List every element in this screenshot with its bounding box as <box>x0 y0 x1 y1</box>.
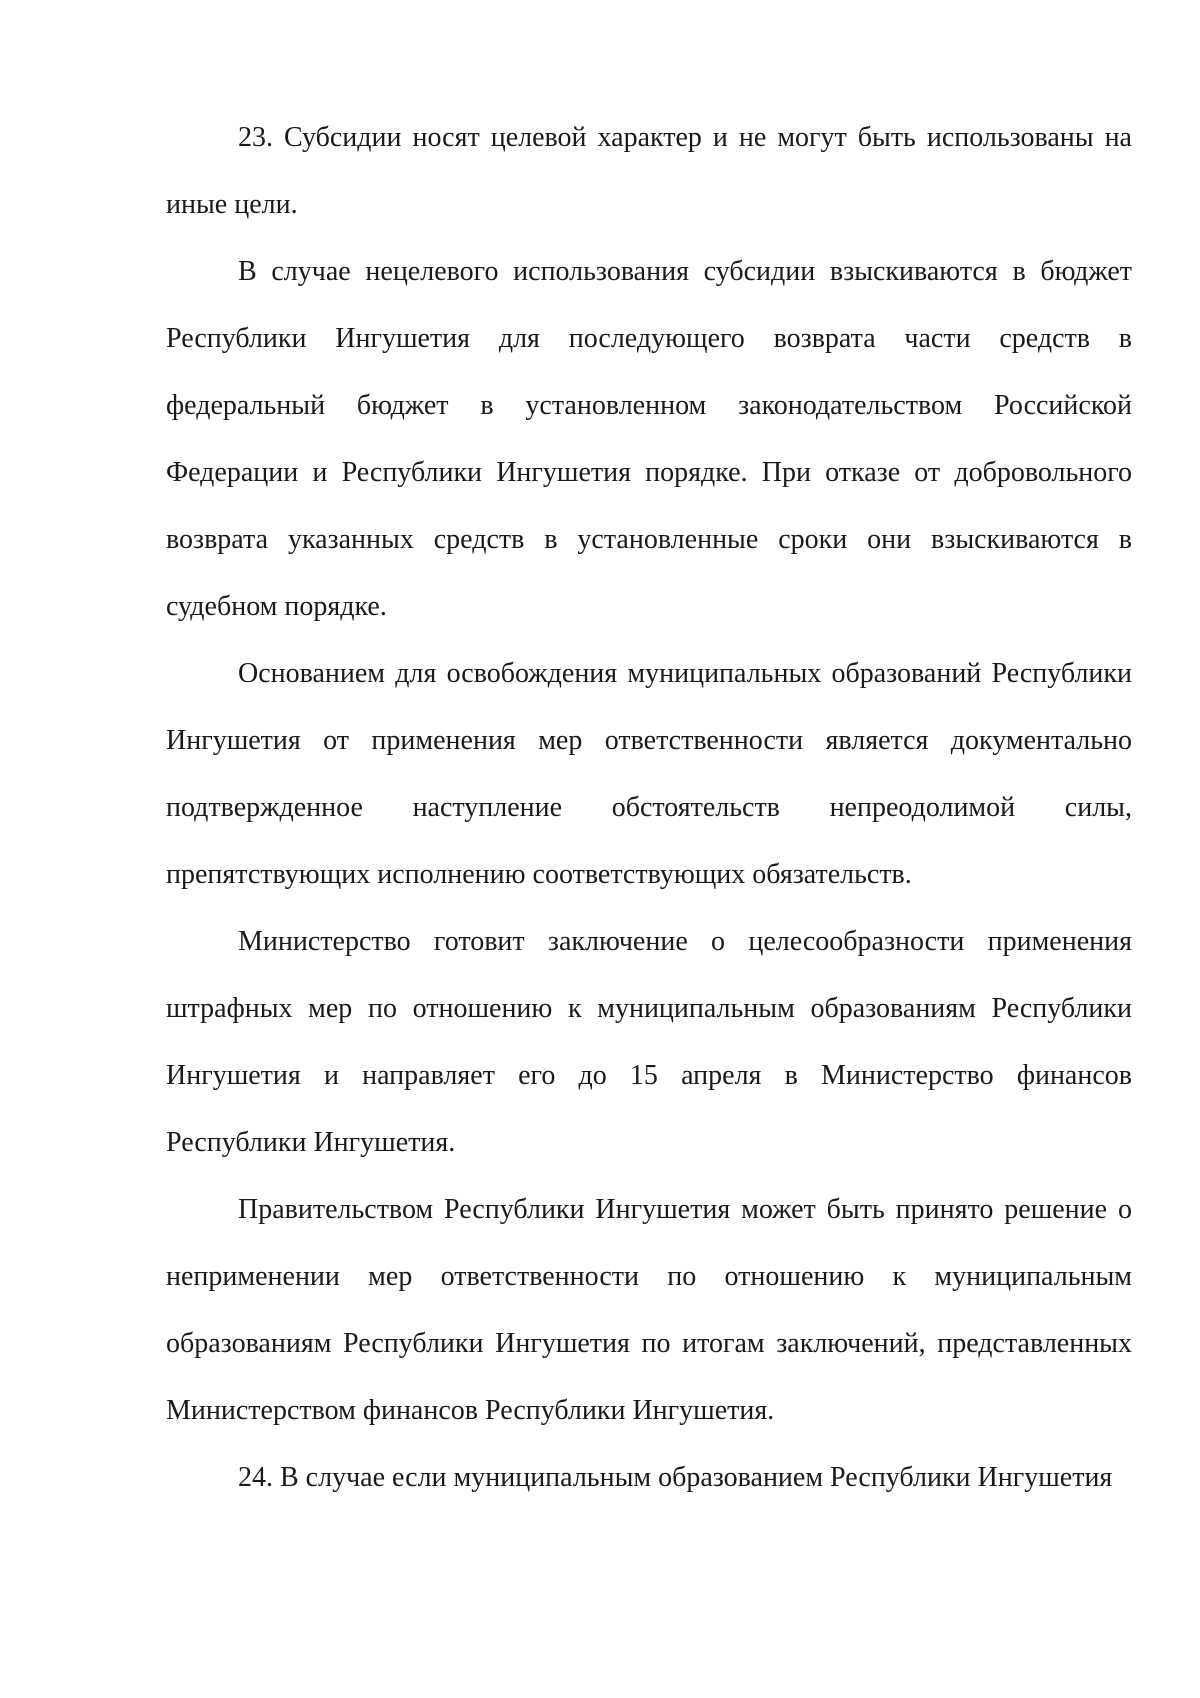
document-body <box>166 104 1132 1511</box>
paragraph-exemption-grounds: Основанием для освобождения муниципальных образований Республики Ингушетия от применения мер ответственности является документально подтвержденное наступление обстоятельств непреодолимой силы, препятствующих исполнению соответствующих обязательств. <box>166 658 1132 890</box>
paragraph-misuse-recovery: В случае нецелевого использования субсидии взыскиваются в бюджет Республики Ингушетия для последующего возврата части средств в федеральный бюджет в установленном законодательством Российской Федерации и Республики Ингушетия порядке. При отказе от добровольного возврата указанных средств в установленные сроки они взыскиваются в судебном порядке. <box>166 256 1132 622</box>
paragraph-ministry-conclusion: Министерство готовит заключение о целесообразности применения штрафных мер по отношению к муниципальным образованиям Республики Ингушетия и направляет его до 15 апреля в Министерство финансов Республики Ингушетия. <box>166 926 1132 1158</box>
paragraph-23: 23. Субсидии носят целевой характер и не могут быть использованы на иные цели. <box>166 122 1132 220</box>
paragraph-24: 24. В случае если муниципальным образованием Республики Ингушетия <box>238 1462 1113 1493</box>
paragraph-government-decision: Правительством Республики Ингушетия может быть принято решение о неприменении мер ответственности по отношению к муниципальным образованиям Республики Ингушетия по итогам заключений, представленных Министерством финансов Республики Ингушетия. <box>166 1194 1132 1426</box>
